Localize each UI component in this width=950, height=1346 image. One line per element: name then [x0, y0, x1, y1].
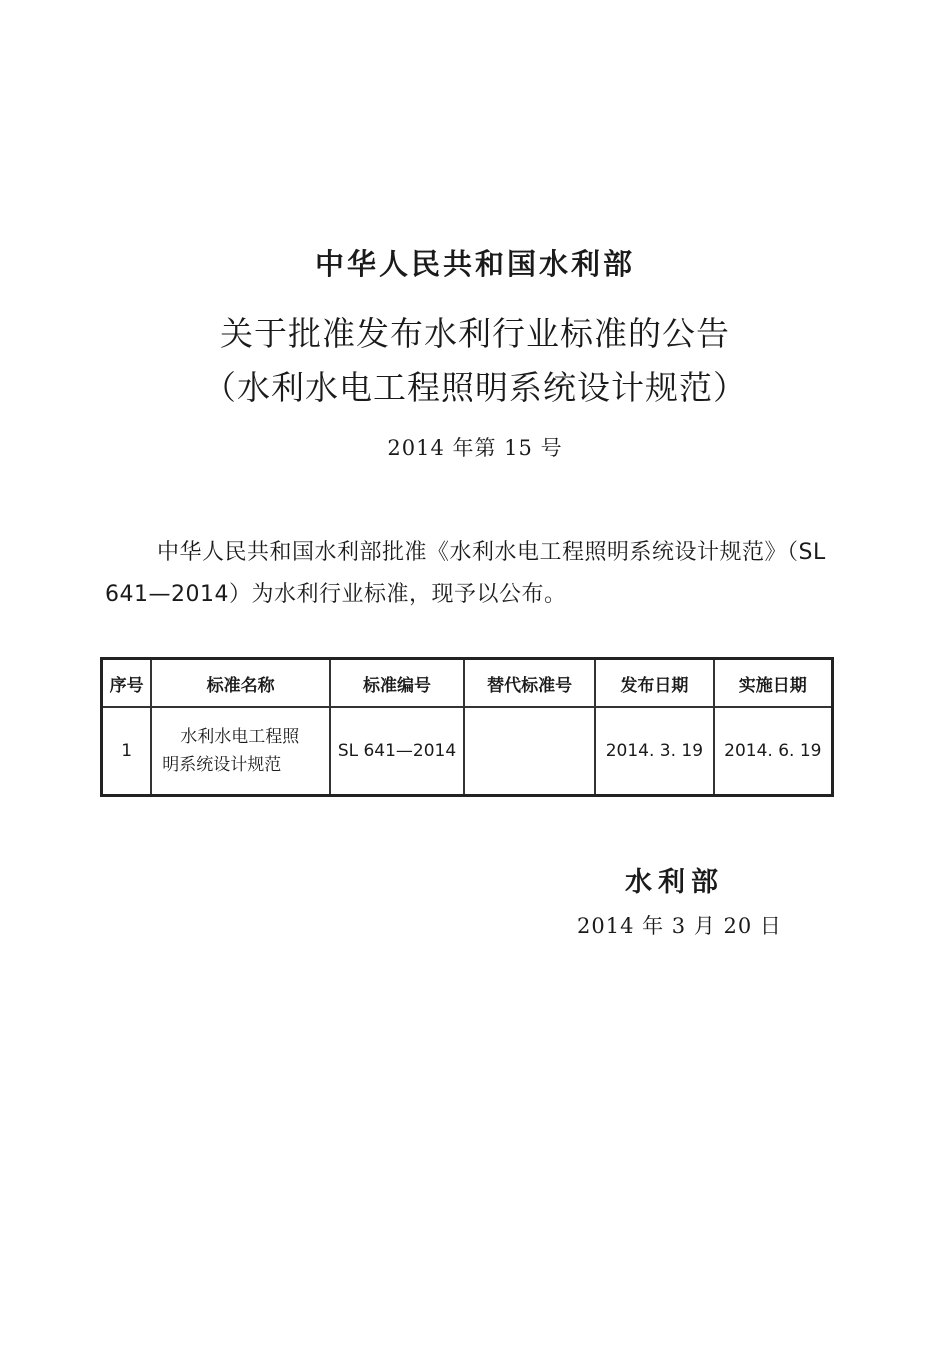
document-number: 2014 年第 15 号 [387, 436, 563, 460]
cell-name-line1: 水利水电工程照 [180, 727, 300, 747]
cell-seq: 1 [102, 707, 152, 796]
header-code: 标准编号 [330, 659, 464, 708]
issuer-heading: 中华人民共和国水利部 [314, 247, 635, 281]
cell-effective: 2014. 6. 19 [714, 707, 833, 796]
announcement-subtitle: （水利水电工程照明系统设计规范） [203, 368, 747, 407]
announcement-title: 关于批准发布水利行业标准的公告 [220, 314, 730, 353]
cell-code: SL 641—2014 [330, 707, 464, 796]
cell-name-line2: 明系统设计规范 [162, 755, 282, 775]
signature-date: 2014 年 3 月 20 日 [577, 914, 782, 938]
signer-name: 水利部 [625, 867, 724, 898]
header-effective: 实施日期 [714, 659, 833, 708]
standards-table [100, 657, 834, 797]
table-header-row [102, 659, 833, 708]
cell-published: 2014. 3. 19 [595, 707, 713, 796]
header-published: 发布日期 [595, 659, 713, 708]
cell-replaces [464, 707, 595, 796]
announcement-body: 中华人民共和国水利部批准《水利水电工程照明系统设计规范》（SL 641—2014）为水利行业标准，现予以公布。 [105, 540, 826, 607]
table-row [102, 707, 833, 796]
header-seq: 序号 [102, 659, 152, 708]
header-replaces: 替代标准号 [464, 659, 595, 708]
header-name: 标准名称 [151, 659, 330, 708]
cell-name [151, 707, 330, 796]
